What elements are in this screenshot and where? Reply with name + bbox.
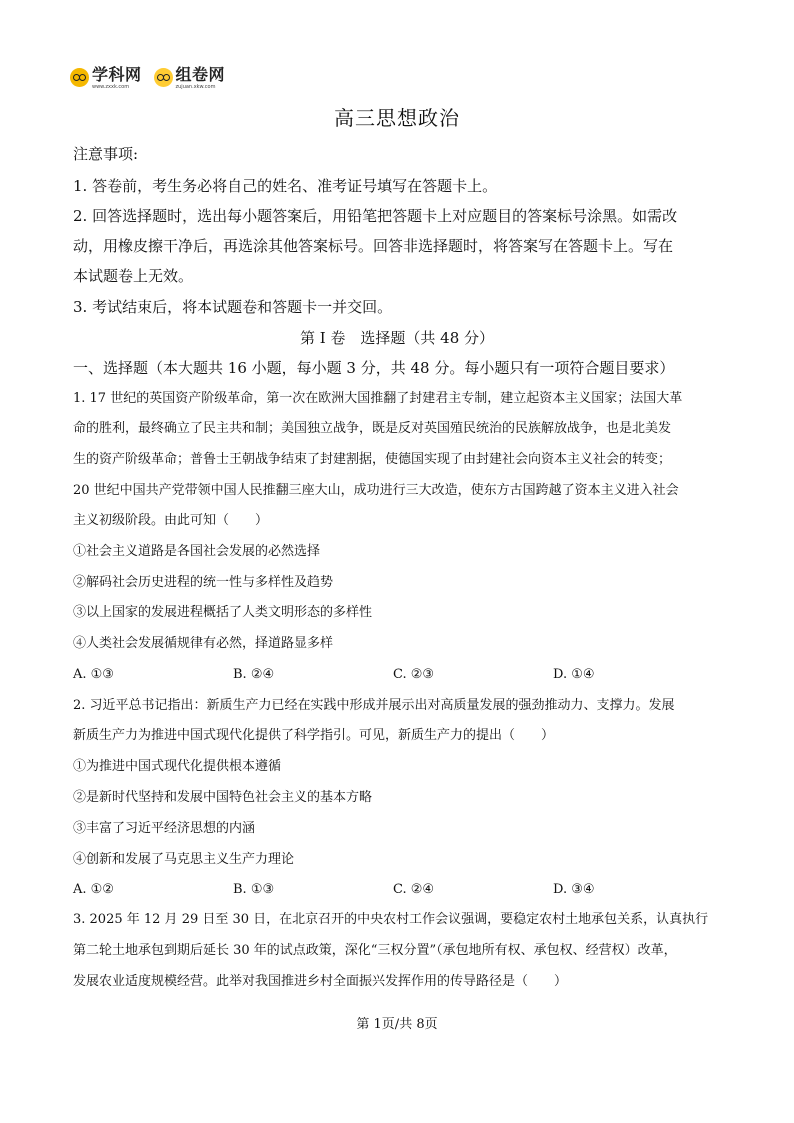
question-stem-line: 3. 2025 年 12 月 29 日至 30 日，在北京召开的中央农村工作会议强调，要稳定农村土地承包关系，认真执行 — [73, 912, 709, 927]
option-b: B. ②④ — [233, 667, 275, 682]
section-instruction: 一、选择题（本大题共 16 小题，每小题 3 分，共 48 分。每小题只有一项符合题目要求） — [73, 359, 675, 377]
question-statement: ③丰富了习近平经济思想的内涵 — [73, 821, 256, 836]
zujuanwang-mascot-icon — [154, 68, 173, 87]
option-d: D. ③④ — [553, 882, 595, 897]
question-stem-line: 生的资产阶级革命；普鲁士王朝战争结束了封建割据，使德国实现了由封建社会向资本主义社会的转变； — [73, 452, 672, 467]
header-logos — [70, 66, 237, 96]
section-title: 第 I 卷 选择题（共 48 分） — [299, 329, 495, 347]
notice-line: 3. 考试结束后，将本试题卷和答题卡一并交回。 — [73, 298, 393, 316]
question-statement: ②解码社会历史进程的统一性与多样性及趋势 — [73, 575, 334, 590]
question-stem-line: 命的胜利，最终确立了民主共和制；美国独立战争，既是反对英国殖民统治的民族解放战争，也是北美发 — [73, 421, 672, 436]
question-stem-line: 发展农业适度规模经营。此举对我国推进乡村全面振兴发挥作用的传导路径是（ ） — [73, 974, 568, 989]
notice-line: 1. 答卷前，考生务必将自己的姓名、准考证号填写在答题卡上。 — [73, 177, 498, 195]
question-statement: ④创新和发展了马克思主义生产力理论 — [73, 852, 295, 867]
question-stem-line: 主义初级阶段。由此可知（ ） — [73, 513, 269, 528]
page-title: 高三思想政治 — [334, 106, 460, 130]
xuekewang-mascot-icon — [70, 68, 89, 87]
logo-url: www.zxxk.com — [92, 84, 130, 90]
logo-name: 组卷网 — [175, 65, 226, 84]
logo-url: zujuan.xkw.com — [175, 84, 216, 90]
question-statement: ④人类社会发展循规律有必然，择道路显多样 — [73, 636, 334, 651]
logo-name: 学科网 — [92, 65, 142, 84]
question-statement: ①社会主义道路是各国社会发展的必然选择 — [73, 544, 321, 559]
option-c: C. ②③ — [393, 667, 435, 682]
xuekewang-logo — [70, 66, 142, 90]
question-stem-line: 1. 17 世纪的英国资产阶级革命，第一次在欧洲大国推翻了封建君主专制，建立起资本主义国家；法国大革 — [73, 391, 683, 406]
notice-line: 动，用橡皮擦干净后，再选涂其他答案标号。回答非选择题时，将答案写在答题卡上。写在 — [73, 237, 674, 255]
question-statement: ①为推进中国式现代化提供根本遵循 — [73, 759, 282, 774]
question-stem-line: 2. 习近平总书记指出：新质生产力已经在实践中形成并展示出对高质量发展的强劲推动力、支撑力。发展 — [73, 698, 675, 713]
page-number: 第 1页/共 8页 — [356, 1017, 438, 1032]
zujuanwang-logo — [154, 66, 226, 90]
question-statement: ②是新时代坚持和发展中国特色社会主义的基本方略 — [73, 790, 373, 805]
option-b: B. ①③ — [233, 882, 275, 897]
option-d: D. ①④ — [553, 667, 595, 682]
option-c: C. ②④ — [393, 882, 435, 897]
question-statement: ③以上国家的发展进程概括了人类文明形态的多样性 — [73, 605, 373, 620]
question-options — [73, 666, 733, 684]
notice-line: 本试题卷上无效。 — [73, 267, 194, 285]
question-stem-line: 第二轮土地承包到期后延长 30 年的试点政策，深化“三权分置”（承包地所有权、承包权、经营权）改革， — [73, 943, 677, 958]
notice-line: 2. 回答选择题时，选出每小题答案后，用铅笔把答题卡上对应题目的答案标号涂黑。如需改 — [73, 207, 678, 225]
question-options — [73, 881, 733, 899]
option-a: A. ①③ — [73, 667, 114, 682]
question-stem-line: 新质生产力为推进中国式现代化提供了科学指引。可见，新质生产力的提出（ ） — [73, 728, 555, 743]
question-stem-line: 20 世纪中国共产党带领中国人民推翻三座大山，成功进行三大改造，使东方古国跨越了资本主义进入社会 — [73, 483, 679, 498]
notice-heading: 注意事项: — [73, 145, 139, 163]
option-a: A. ①② — [73, 882, 114, 897]
